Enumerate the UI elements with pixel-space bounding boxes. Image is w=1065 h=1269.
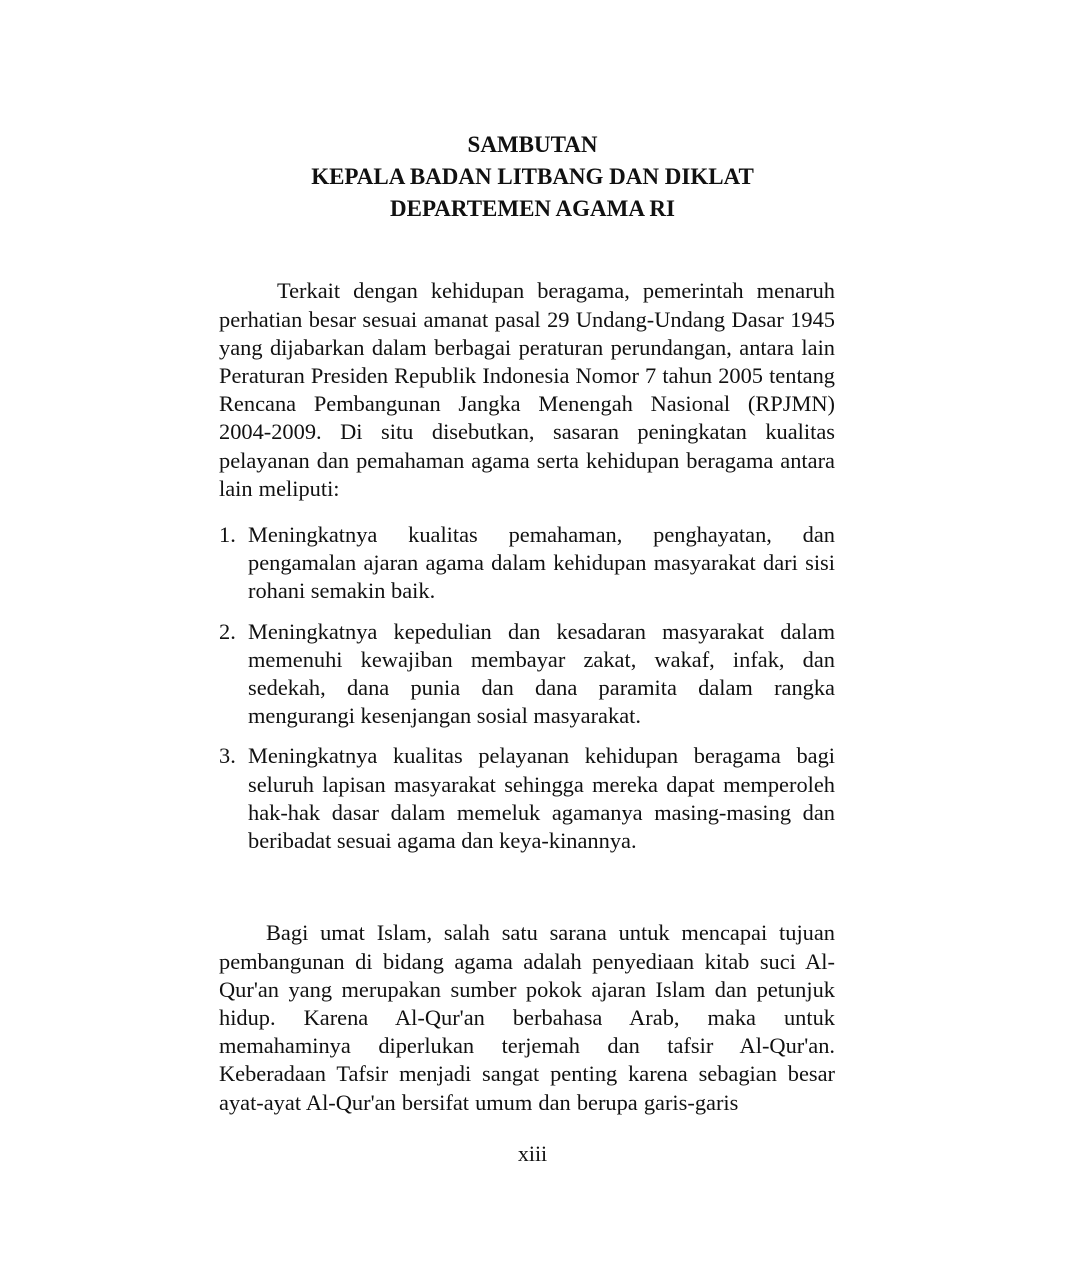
- closing-paragraph: Bagi umat Islam, salah satu sarana untuk mencapai tujuan pembangunan di bidang agama adalah penyediaan kitab suci Al-Qur'an yang merupakan sumber pokok ajaran Islam dan petunjuk hidup. Karena Al-Qur'an berbahasa Arab, maka untuk memahaminya diperlukan terjemah dan tafsir Al-Qur'an. Keberadaan Tafsir menjadi sangat penting karena sebagian besar ayat-ayat Al-Qur'an bersifat umum dan berupa garis-garis: [219, 920, 835, 1115]
- list-item: [219, 742, 835, 855]
- list-item-text: Meningkatnya kualitas pelayanan kehidupan beragama bagi seluruh lapisan masyarakat sehingga mereka dapat memperoleh hak-hak dasar dalam memeluk agamanya masing-masing dan beribadat sesuai agama dan keya-kinannya.: [248, 743, 835, 854]
- list-item-text: Meningkatnya kepedulian dan kesadaran masyarakat dalam memenuhi kewajiban membayar zakat, wakaf, infak, dan sedekah, dana punia dan dana paramita dalam rangka mengurangi kesenjangan sosial masyarakat.: [248, 618, 835, 729]
- heading-department: DEPARTEMEN AGAMA RI: [390, 196, 675, 221]
- goals-list: [219, 521, 835, 867]
- list-item: [219, 618, 835, 731]
- list-item: [219, 521, 835, 606]
- heading-subtitle: KEPALA BADAN LITBANG DAN DIKLAT: [311, 164, 754, 189]
- list-item-number: 2.: [219, 618, 236, 644]
- page-heading: [0, 129, 1065, 225]
- list-item-number: 1.: [219, 522, 236, 547]
- heading-title: SAMBUTAN: [467, 132, 598, 157]
- page-number: xiii: [517, 1141, 548, 1166]
- list-item-number: 3.: [219, 743, 236, 769]
- list-item-text: Meningkatnya kualitas pemahaman, penghayatan, dan pengamalan ajaran agama dalam kehidupan masyarakat dari sisi rohani semakin baik.: [248, 522, 835, 604]
- intro-paragraph: Terkait dengan kehidupan beragama, pemerintah menaruh perhatian besar sesuai amanat pasal 29 Undang-Undang Dasar 1945 yang dijabarkan dalam berbagai peraturan perundangan, antara lain Peraturan Presiden Republik Indonesia Nomor 7 tahun 2005 tentang Rencana Pembangunan Jangka Menengah Nasional (RPJMN) 2004-2009. Di situ disebutkan, sasaran peningkatan kualitas pelayanan dan pemahaman agama serta kehidupan beragama antara lain meliputi:: [219, 278, 835, 501]
